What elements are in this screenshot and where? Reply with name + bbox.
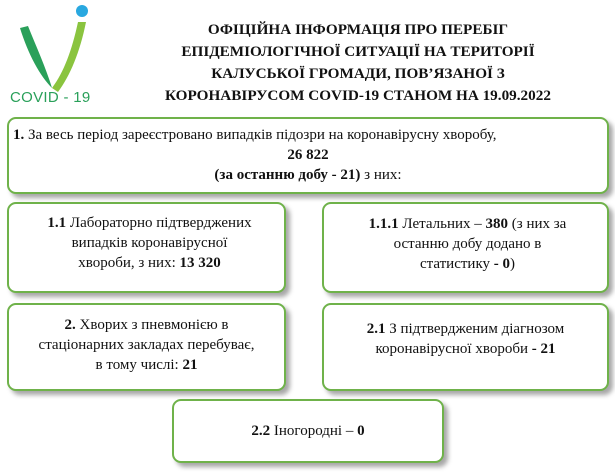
nonresidents-value: 0 xyxy=(357,423,365,439)
last-day-cases: (за останню добу - 21) xyxy=(214,167,361,183)
box111-line1: Летальних – xyxy=(398,216,486,232)
confirmed-diagnosis-value: - 21 xyxy=(531,341,556,357)
box111-line2: останню добу додано в xyxy=(393,236,542,252)
box11-line1: Лабораторно підтверджених xyxy=(66,215,252,231)
total-cases-value: 26 822 xyxy=(287,147,329,163)
box2-line2: стаціонарних закладах перебуває, xyxy=(38,337,255,353)
box21-number: 2.1 xyxy=(366,321,386,337)
box1-text: За весь період зареєстровано випадків підозри на коронавірусну хворобу, xyxy=(24,127,497,143)
deaths-value: 380 xyxy=(485,216,509,232)
deaths-last-day-value: - 0 xyxy=(493,256,511,272)
box111-close: ) xyxy=(510,256,516,272)
box11-line3: хвороби, з них: xyxy=(78,255,180,271)
pneumonia-value: 21 xyxy=(182,357,198,373)
title-line-4: КОРОНАВІРУСОМ COVID-19 СТАНОМ НА 19.09.2022 xyxy=(165,87,551,104)
box2-line1: Хворих з пневмонією в xyxy=(75,317,229,333)
title-line-3: КАЛУСЬКОЇ ГРОМАДИ, ПОВ’ЯЗАНОЇ З xyxy=(211,65,505,82)
box111-number: 1.1.1 xyxy=(368,216,399,232)
box1-suffix: з них: xyxy=(360,167,402,183)
box11-line2: випадків коронавірусної xyxy=(71,235,228,251)
box2-number: 2. xyxy=(64,317,76,333)
logo-caption: COVID - 19 xyxy=(10,89,91,106)
box111-line3: статистику xyxy=(419,256,494,272)
box21-line2: коронавірусної хвороби xyxy=(375,341,532,357)
box22-text: Іногородні – xyxy=(270,423,358,439)
box111-line1-rest: (з них за xyxy=(508,216,567,232)
box2-line3: в тому числі: xyxy=(95,357,183,373)
pneumonia-hospitalized-box xyxy=(7,303,286,391)
deaths-box xyxy=(322,202,609,293)
nonresidents-box xyxy=(172,399,444,463)
total-suspected-cases-box xyxy=(7,117,609,194)
page-title xyxy=(108,19,608,107)
confirmed-diagnosis-box xyxy=(322,303,609,391)
logo-dot xyxy=(76,5,88,17)
lab-confirmed-value: 13 320 xyxy=(179,255,221,271)
box22-number: 2.2 xyxy=(251,423,271,439)
box11-number: 1.1 xyxy=(47,215,67,231)
title-line-1: ОФІЦІЙНА ІНФОРМАЦІЯ ПРО ПЕРЕБІГ xyxy=(207,21,509,38)
box1-number: 1. xyxy=(13,127,25,143)
box21-line1: З підтвердженим діагнозом xyxy=(385,321,565,337)
title-line-2: ЕПІДЕМІОЛОГІЧНОЇ СИТУАЦІЇ НА ТЕРИТОРІЇ xyxy=(181,43,535,60)
lab-confirmed-cases-box xyxy=(7,202,286,293)
logo-v-right-stroke xyxy=(52,22,86,92)
logo-v-left-stroke xyxy=(20,26,52,88)
